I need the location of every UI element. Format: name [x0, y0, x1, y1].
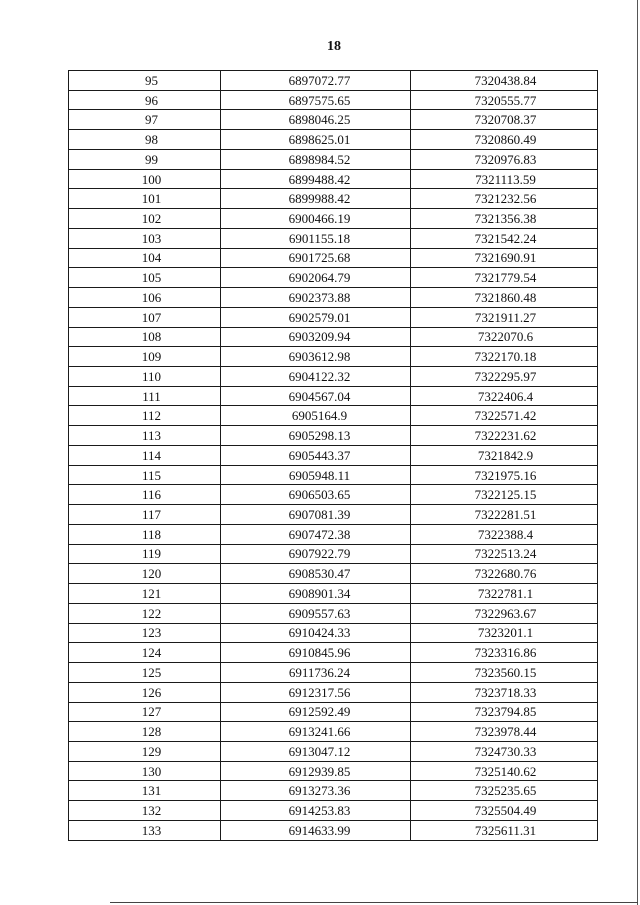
table-row	[69, 130, 598, 150]
table-row	[69, 149, 598, 169]
x-coordinate-cell: 6911736.24	[221, 663, 411, 683]
y-coordinate-cell: 7325140.62	[411, 761, 598, 781]
x-coordinate-cell: 6912592.49	[221, 702, 411, 722]
y-coordinate-cell: 7325611.31	[411, 820, 598, 840]
point-number-cell: 125	[69, 663, 221, 683]
x-coordinate-cell: 6902064.79	[221, 268, 411, 288]
x-coordinate-cell: 6907922.79	[221, 544, 411, 564]
table-row	[69, 406, 598, 426]
table-row	[69, 90, 598, 110]
table-row	[69, 505, 598, 525]
y-coordinate-cell: 7321911.27	[411, 307, 598, 327]
y-coordinate-cell: 7322781.1	[411, 584, 598, 604]
table-row	[69, 307, 598, 327]
x-coordinate-cell: 6913273.36	[221, 781, 411, 801]
point-number-cell: 129	[69, 741, 221, 761]
point-number-cell: 130	[69, 761, 221, 781]
point-number-cell: 99	[69, 149, 221, 169]
x-coordinate-cell: 6904567.04	[221, 386, 411, 406]
point-number-cell: 101	[69, 189, 221, 209]
x-coordinate-cell: 6913241.66	[221, 722, 411, 742]
x-coordinate-cell: 6905164.9	[221, 406, 411, 426]
point-number-cell: 122	[69, 603, 221, 623]
table-row	[69, 189, 598, 209]
table-row	[69, 327, 598, 347]
table-row	[69, 71, 598, 91]
point-number-cell: 113	[69, 426, 221, 446]
y-coordinate-cell: 7321860.48	[411, 288, 598, 308]
y-coordinate-cell: 7320976.83	[411, 149, 598, 169]
y-coordinate-cell: 7321842.9	[411, 445, 598, 465]
table-row	[69, 209, 598, 229]
y-coordinate-cell: 7320860.49	[411, 130, 598, 150]
point-number-cell: 120	[69, 564, 221, 584]
point-number-cell: 100	[69, 169, 221, 189]
table-row	[69, 603, 598, 623]
table-row	[69, 347, 598, 367]
table-row	[69, 801, 598, 821]
x-coordinate-cell: 6914253.83	[221, 801, 411, 821]
point-number-cell: 116	[69, 485, 221, 505]
point-number-cell: 131	[69, 781, 221, 801]
point-number-cell: 110	[69, 367, 221, 387]
x-coordinate-cell: 6901155.18	[221, 228, 411, 248]
table-row	[69, 426, 598, 446]
y-coordinate-cell: 7322231.62	[411, 426, 598, 446]
x-coordinate-cell: 6913047.12	[221, 741, 411, 761]
y-coordinate-cell: 7323201.1	[411, 623, 598, 643]
table-row	[69, 702, 598, 722]
y-coordinate-cell: 7322281.51	[411, 505, 598, 525]
point-number-cell: 114	[69, 445, 221, 465]
x-coordinate-cell: 6912939.85	[221, 761, 411, 781]
y-coordinate-cell: 7321113.59	[411, 169, 598, 189]
y-coordinate-cell: 7321975.16	[411, 465, 598, 485]
x-coordinate-cell: 6899988.42	[221, 189, 411, 209]
x-coordinate-cell: 6902579.01	[221, 307, 411, 327]
y-coordinate-cell: 7321232.56	[411, 189, 598, 209]
y-coordinate-cell: 7322388.4	[411, 524, 598, 544]
x-coordinate-cell: 6897072.77	[221, 71, 411, 91]
y-coordinate-cell: 7322070.6	[411, 327, 598, 347]
table-row	[69, 584, 598, 604]
y-coordinate-cell: 7323560.15	[411, 663, 598, 683]
point-number-cell: 107	[69, 307, 221, 327]
point-number-cell: 103	[69, 228, 221, 248]
x-coordinate-cell: 6898984.52	[221, 149, 411, 169]
x-coordinate-cell: 6912317.56	[221, 682, 411, 702]
y-coordinate-cell: 7322170.18	[411, 347, 598, 367]
x-coordinate-cell: 6898625.01	[221, 130, 411, 150]
x-coordinate-cell: 6899488.42	[221, 169, 411, 189]
y-coordinate-cell: 7323718.33	[411, 682, 598, 702]
point-number-cell: 117	[69, 505, 221, 525]
y-coordinate-cell: 7321356.38	[411, 209, 598, 229]
x-coordinate-cell: 6910845.96	[221, 643, 411, 663]
table-row	[69, 820, 598, 840]
x-coordinate-cell: 6908530.47	[221, 564, 411, 584]
y-coordinate-cell: 7325504.49	[411, 801, 598, 821]
point-number-cell: 115	[69, 465, 221, 485]
y-coordinate-cell: 7322963.67	[411, 603, 598, 623]
table-row	[69, 682, 598, 702]
point-number-cell: 105	[69, 268, 221, 288]
page-number: 18	[327, 39, 341, 54]
x-coordinate-cell: 6910424.33	[221, 623, 411, 643]
table-row	[69, 623, 598, 643]
y-coordinate-cell: 7323978.44	[411, 722, 598, 742]
table-row	[69, 663, 598, 683]
point-number-cell: 109	[69, 347, 221, 367]
x-coordinate-cell: 6905948.11	[221, 465, 411, 485]
x-coordinate-cell: 6914633.99	[221, 820, 411, 840]
x-coordinate-cell: 6909557.63	[221, 603, 411, 623]
table-row	[69, 110, 598, 130]
point-number-cell: 119	[69, 544, 221, 564]
coordinates-table	[68, 70, 598, 841]
table-row	[69, 288, 598, 308]
y-coordinate-cell: 7321542.24	[411, 228, 598, 248]
table-row	[69, 564, 598, 584]
point-number-cell: 111	[69, 386, 221, 406]
y-coordinate-cell: 7321690.91	[411, 248, 598, 268]
point-number-cell: 98	[69, 130, 221, 150]
point-number-cell: 124	[69, 643, 221, 663]
table-row	[69, 524, 598, 544]
page-edge-bottom	[110, 902, 638, 903]
y-coordinate-cell: 7320555.77	[411, 90, 598, 110]
table-row	[69, 544, 598, 564]
point-number-cell: 118	[69, 524, 221, 544]
point-number-cell: 97	[69, 110, 221, 130]
table-row	[69, 169, 598, 189]
table-row	[69, 248, 598, 268]
x-coordinate-cell: 6908901.34	[221, 584, 411, 604]
x-coordinate-cell: 6900466.19	[221, 209, 411, 229]
table-row	[69, 228, 598, 248]
table-row	[69, 386, 598, 406]
y-coordinate-cell: 7323316.86	[411, 643, 598, 663]
y-coordinate-cell: 7322513.24	[411, 544, 598, 564]
point-number-cell: 133	[69, 820, 221, 840]
y-coordinate-cell: 7322680.76	[411, 564, 598, 584]
point-number-cell: 128	[69, 722, 221, 742]
point-number-cell: 102	[69, 209, 221, 229]
table-row	[69, 722, 598, 742]
point-number-cell: 127	[69, 702, 221, 722]
point-number-cell: 112	[69, 406, 221, 426]
x-coordinate-cell: 6903612.98	[221, 347, 411, 367]
y-coordinate-cell: 7320708.37	[411, 110, 598, 130]
point-number-cell: 121	[69, 584, 221, 604]
y-coordinate-cell: 7321779.54	[411, 268, 598, 288]
y-coordinate-cell: 7320438.84	[411, 71, 598, 91]
y-coordinate-cell: 7323794.85	[411, 702, 598, 722]
table-row	[69, 465, 598, 485]
x-coordinate-cell: 6904122.32	[221, 367, 411, 387]
y-coordinate-cell: 7322406.4	[411, 386, 598, 406]
coordinates-table-body	[69, 71, 598, 841]
x-coordinate-cell: 6906503.65	[221, 485, 411, 505]
point-number-cell: 126	[69, 682, 221, 702]
x-coordinate-cell: 6902373.88	[221, 288, 411, 308]
point-number-cell: 95	[69, 71, 221, 91]
table-row	[69, 741, 598, 761]
y-coordinate-cell: 7324730.33	[411, 741, 598, 761]
y-coordinate-cell: 7322125.15	[411, 485, 598, 505]
table-row	[69, 781, 598, 801]
table-row	[69, 485, 598, 505]
y-coordinate-cell: 7325235.65	[411, 781, 598, 801]
page-edge-right	[637, 0, 638, 905]
point-number-cell: 96	[69, 90, 221, 110]
point-number-cell: 104	[69, 248, 221, 268]
table-row	[69, 445, 598, 465]
x-coordinate-cell: 6901725.68	[221, 248, 411, 268]
x-coordinate-cell: 6907472.38	[221, 524, 411, 544]
x-coordinate-cell: 6907081.39	[221, 505, 411, 525]
x-coordinate-cell: 6898046.25	[221, 110, 411, 130]
table-row	[69, 268, 598, 288]
y-coordinate-cell: 7322571.42	[411, 406, 598, 426]
x-coordinate-cell: 6903209.94	[221, 327, 411, 347]
point-number-cell: 108	[69, 327, 221, 347]
table-row	[69, 761, 598, 781]
point-number-cell: 132	[69, 801, 221, 821]
y-coordinate-cell: 7322295.97	[411, 367, 598, 387]
x-coordinate-cell: 6897575.65	[221, 90, 411, 110]
table-row	[69, 643, 598, 663]
x-coordinate-cell: 6905298.13	[221, 426, 411, 446]
table-row	[69, 367, 598, 387]
x-coordinate-cell: 6905443.37	[221, 445, 411, 465]
point-number-cell: 106	[69, 288, 221, 308]
point-number-cell: 123	[69, 623, 221, 643]
